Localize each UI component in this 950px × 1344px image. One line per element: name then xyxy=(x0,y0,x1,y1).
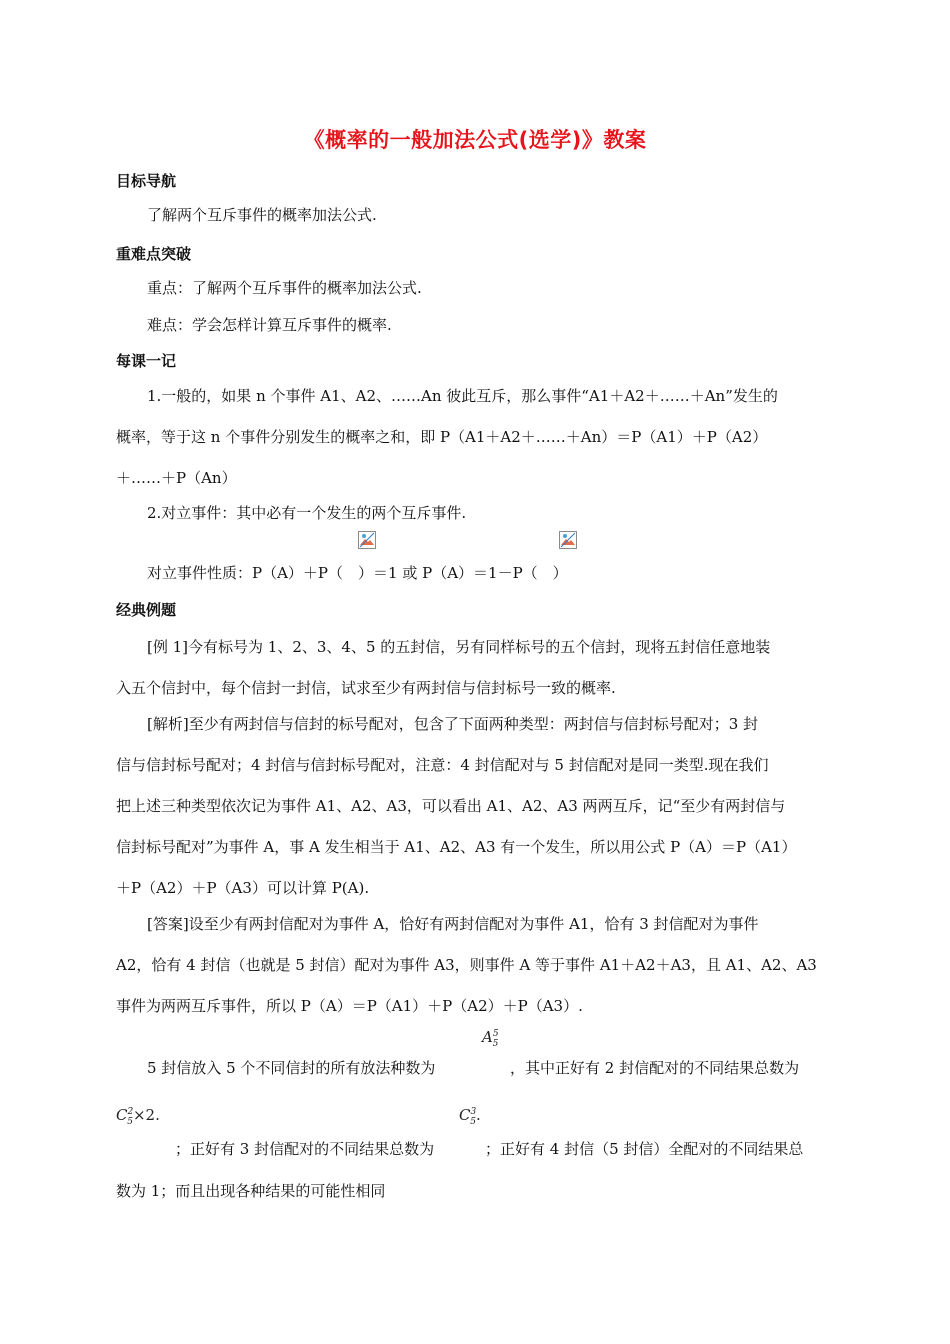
note-heading: 每课一记 xyxy=(116,352,177,370)
goal-heading: 目标导航 xyxy=(116,172,177,190)
analysis-line5: ＋P（A2）＋P（A3）可以计算 P(A). xyxy=(116,879,370,897)
analysis-line4: 信封标号配对”为事件 A，事 A 发生相当于 A1、A2、A3 有一个发生，所以用公式 P（A）＝P（A1） xyxy=(116,838,797,856)
document-title: 《概率的一般加法公式(选学)》教案 xyxy=(303,128,647,152)
note1-line2: 概率，等于这 n 个事件分别发生的概率之和，即 P（A1＋A2＋……＋An）＝P（A1）＋P（A2） xyxy=(116,428,768,446)
example1-line1: [例 1]今有标号为 1、2、3、4、5 的五封信，另有同样标号的五个信封，现将五封信任意地装 xyxy=(147,638,771,656)
broken-image-icon xyxy=(358,531,376,549)
example-heading: 经典例题 xyxy=(116,601,177,619)
answer-line6: 数为 1；而且出现各种结果的可能性相同 xyxy=(116,1182,386,1200)
broken-image-icon xyxy=(559,531,577,549)
analysis-line1: [解析]至少有两封信与信封的标号配对，包含了下面两种类型：两封信与信封标号配对；3 封 xyxy=(147,715,759,733)
answer-line5-right: ；正好有 4 封信（5 封信）全配对的不同结果总 xyxy=(485,1140,804,1158)
goal-text: 了解两个互斥事件的概率加法公式. xyxy=(147,206,377,224)
key-point: 重点：了解两个互斥事件的概率加法公式. xyxy=(147,279,422,297)
answer-line5-mid: ；正好有 3 封信配对的不同结果总数为 xyxy=(175,1140,435,1158)
answer-line2: A2，恰有 4 封信（也就是 5 封信）配对为事件 A3，则事件 A 等于事件 A1＋A2＋A3，且 A1、A2、A3 xyxy=(116,956,817,974)
formula-c53: $C^3_5$. xyxy=(459,1106,481,1127)
answer-line1: [答案]设至少有两封信配对为事件 A，恰好有两封信配对为事件 A1，恰有 3 封信配对为事件 xyxy=(147,915,759,933)
analysis-line2: 信与信封标号配对；4 封信与信封标号配对，注意：4 封信配对与 5 封信配对是同一类型.现在我们 xyxy=(116,756,769,774)
hard-point: 难点：学会怎样计算互斥事件的概率. xyxy=(147,316,392,334)
note3: 对立事件性质：P（A）＋P（ ）＝1 或 P（A）＝1－P（ ） xyxy=(147,564,568,582)
example1-line2: 入五个信封中，每个信封一封信，试求至少有两封信与信封标号一致的概率. xyxy=(116,679,616,697)
answer-line4-right: ，其中正好有 2 封信配对的不同结果总数为 xyxy=(510,1059,800,1077)
formula-a55: $A^5_5$ xyxy=(482,1028,499,1049)
formula-c52x2: $C^2_5\times 2$. xyxy=(116,1106,160,1127)
key-heading: 重难点突破 xyxy=(116,245,192,263)
answer-line4-left: 5 封信放入 5 个不同信封的所有放法种数为 xyxy=(147,1059,436,1077)
note2: 2.对立事件：其中必有一个发生的两个互斥事件. xyxy=(147,504,467,522)
analysis-line3: 把上述三种类型依次记为事件 A1、A2、A3，可以看出 A1、A2、A3 两两互斥，记“至少有两封信与 xyxy=(116,797,786,815)
answer-line3: 事件为两两互斥事件，所以 P（A）＝P（A1）＋P（A2）＋P（A3）. xyxy=(116,997,583,1015)
note1-line3: ＋……＋P（An） xyxy=(116,469,237,487)
note1-line1: 1.一般的，如果 n 个事件 A1、A2、……An 彼此互斥，那么事件“A1＋A2＋……＋An”发生的 xyxy=(147,387,778,405)
